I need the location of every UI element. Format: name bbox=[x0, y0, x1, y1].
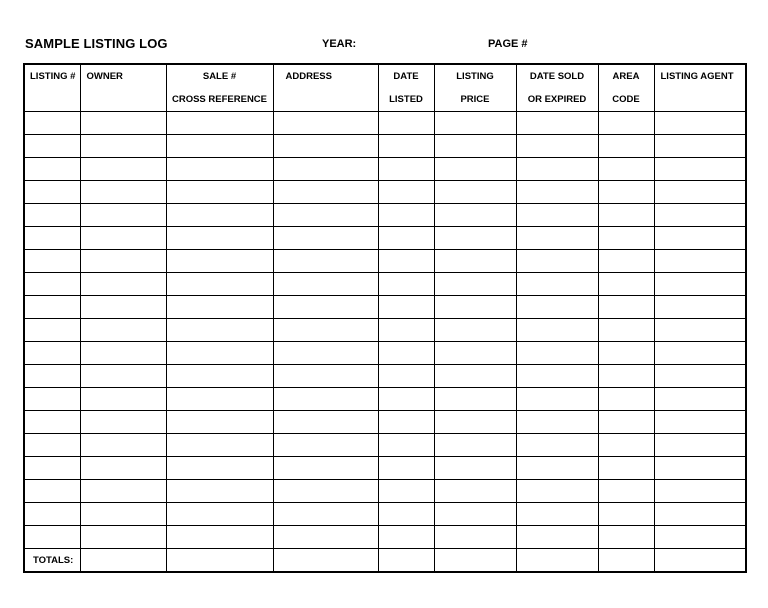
table-cell[interactable] bbox=[516, 365, 598, 388]
table-cell[interactable] bbox=[24, 480, 80, 503]
table-cell[interactable] bbox=[598, 135, 654, 158]
table-cell[interactable] bbox=[598, 411, 654, 434]
table-cell[interactable] bbox=[598, 434, 654, 457]
table-cell[interactable] bbox=[378, 480, 434, 503]
table-cell[interactable] bbox=[598, 158, 654, 181]
table-row bbox=[24, 411, 746, 434]
table-row bbox=[24, 457, 746, 480]
table-cell[interactable] bbox=[598, 457, 654, 480]
table-row bbox=[24, 503, 746, 526]
table-cell[interactable] bbox=[434, 365, 516, 388]
table-cell[interactable] bbox=[516, 296, 598, 319]
table-row bbox=[24, 434, 746, 457]
table-cell[interactable] bbox=[516, 480, 598, 503]
table-cell[interactable] bbox=[598, 480, 654, 503]
table-cell[interactable] bbox=[273, 296, 378, 319]
totals-cell[interactable] bbox=[273, 549, 378, 573]
table-cell[interactable] bbox=[273, 112, 378, 135]
table-cell[interactable] bbox=[378, 411, 434, 434]
table-cell[interactable] bbox=[378, 503, 434, 526]
table-cell[interactable] bbox=[378, 388, 434, 411]
table-cell[interactable] bbox=[654, 411, 746, 434]
table-cell[interactable] bbox=[166, 388, 273, 411]
table-cell[interactable] bbox=[24, 365, 80, 388]
table-cell[interactable] bbox=[80, 296, 166, 319]
column-header-address: ADDRESS bbox=[273, 64, 378, 112]
table-header-row bbox=[24, 64, 746, 112]
table-cell[interactable] bbox=[24, 342, 80, 365]
table-cell[interactable] bbox=[273, 342, 378, 365]
table-cell[interactable] bbox=[516, 388, 598, 411]
table-cell[interactable] bbox=[434, 296, 516, 319]
totals-row bbox=[24, 549, 746, 573]
table-cell[interactable] bbox=[434, 250, 516, 273]
table-row bbox=[24, 480, 746, 503]
table-cell[interactable] bbox=[434, 388, 516, 411]
table-cell[interactable] bbox=[434, 411, 516, 434]
table-cell[interactable] bbox=[434, 158, 516, 181]
table-cell[interactable] bbox=[598, 227, 654, 250]
table-cell[interactable] bbox=[24, 457, 80, 480]
table-cell[interactable] bbox=[273, 457, 378, 480]
table-cell[interactable] bbox=[166, 227, 273, 250]
table-cell[interactable] bbox=[273, 158, 378, 181]
table-cell[interactable] bbox=[273, 388, 378, 411]
table-cell[interactable] bbox=[24, 135, 80, 158]
table-cell[interactable] bbox=[434, 112, 516, 135]
table-body bbox=[24, 112, 746, 573]
table-cell[interactable] bbox=[273, 273, 378, 296]
table-cell[interactable] bbox=[516, 135, 598, 158]
table-cell[interactable] bbox=[166, 503, 273, 526]
table-cell[interactable] bbox=[273, 480, 378, 503]
table-cell[interactable] bbox=[434, 526, 516, 549]
table-cell[interactable] bbox=[516, 526, 598, 549]
totals-cell[interactable] bbox=[80, 549, 166, 573]
table-cell[interactable] bbox=[434, 503, 516, 526]
table-cell[interactable] bbox=[434, 480, 516, 503]
listing-log-table bbox=[23, 63, 747, 573]
table-cell[interactable] bbox=[80, 135, 166, 158]
table-cell[interactable] bbox=[80, 204, 166, 227]
table-row bbox=[24, 526, 746, 549]
table-cell[interactable] bbox=[378, 135, 434, 158]
table-row bbox=[24, 250, 746, 273]
table-cell[interactable] bbox=[166, 480, 273, 503]
table-cell[interactable] bbox=[80, 273, 166, 296]
table-cell[interactable] bbox=[654, 434, 746, 457]
column-header-listing-number: LISTING # bbox=[24, 64, 80, 112]
column-header-sale-cross-reference: SALE # CROSS REFERENCE bbox=[166, 64, 273, 112]
table-cell[interactable] bbox=[598, 388, 654, 411]
table-cell[interactable] bbox=[166, 342, 273, 365]
table-cell[interactable] bbox=[80, 503, 166, 526]
table-cell[interactable] bbox=[516, 204, 598, 227]
table-cell[interactable] bbox=[516, 273, 598, 296]
table-cell[interactable] bbox=[24, 204, 80, 227]
table-cell[interactable] bbox=[166, 526, 273, 549]
table-cell[interactable] bbox=[654, 526, 746, 549]
table-row bbox=[24, 319, 746, 342]
table-cell[interactable] bbox=[516, 411, 598, 434]
table-cell[interactable] bbox=[598, 503, 654, 526]
table-cell[interactable] bbox=[654, 158, 746, 181]
table-cell[interactable] bbox=[434, 204, 516, 227]
table-cell[interactable] bbox=[434, 273, 516, 296]
table-row bbox=[24, 135, 746, 158]
table-cell[interactable] bbox=[273, 365, 378, 388]
table-cell[interactable] bbox=[516, 319, 598, 342]
table-row bbox=[24, 181, 746, 204]
table-cell[interactable] bbox=[654, 135, 746, 158]
table-cell[interactable] bbox=[516, 250, 598, 273]
table-cell[interactable] bbox=[273, 181, 378, 204]
totals-cell[interactable] bbox=[166, 549, 273, 573]
table-cell[interactable] bbox=[24, 273, 80, 296]
table-cell[interactable] bbox=[24, 388, 80, 411]
column-header-listing-agent: LISTING AGENT bbox=[654, 64, 746, 112]
table-cell[interactable] bbox=[434, 135, 516, 158]
table-cell[interactable] bbox=[166, 434, 273, 457]
table-row bbox=[24, 112, 746, 135]
table-cell[interactable] bbox=[434, 457, 516, 480]
totals-cell[interactable] bbox=[654, 549, 746, 573]
table-cell[interactable] bbox=[598, 273, 654, 296]
table-cell[interactable] bbox=[654, 342, 746, 365]
table-cell[interactable] bbox=[80, 319, 166, 342]
table-cell[interactable] bbox=[378, 526, 434, 549]
table-cell[interactable] bbox=[654, 112, 746, 135]
table-cell[interactable] bbox=[80, 227, 166, 250]
table-cell[interactable] bbox=[80, 411, 166, 434]
table-cell[interactable] bbox=[166, 296, 273, 319]
table-cell[interactable] bbox=[598, 526, 654, 549]
table-cell[interactable] bbox=[24, 158, 80, 181]
table-cell[interactable] bbox=[378, 365, 434, 388]
table-cell[interactable] bbox=[598, 342, 654, 365]
table-row bbox=[24, 204, 746, 227]
table-cell[interactable] bbox=[378, 250, 434, 273]
table-cell[interactable] bbox=[516, 434, 598, 457]
table-row bbox=[24, 388, 746, 411]
column-header-owner: OWNER bbox=[80, 64, 166, 112]
table-cell[interactable] bbox=[24, 181, 80, 204]
table-cell[interactable] bbox=[80, 480, 166, 503]
table-cell[interactable] bbox=[273, 319, 378, 342]
table-cell[interactable] bbox=[654, 296, 746, 319]
table-cell[interactable] bbox=[516, 227, 598, 250]
table-cell[interactable] bbox=[654, 204, 746, 227]
table-cell[interactable] bbox=[434, 319, 516, 342]
page-number-label: PAGE # bbox=[488, 38, 528, 50]
table-cell[interactable] bbox=[80, 158, 166, 181]
table-cell[interactable] bbox=[654, 319, 746, 342]
table-cell[interactable] bbox=[654, 388, 746, 411]
table-cell[interactable] bbox=[273, 526, 378, 549]
table-cell[interactable] bbox=[378, 112, 434, 135]
table-cell[interactable] bbox=[166, 158, 273, 181]
table-cell[interactable] bbox=[80, 365, 166, 388]
table-cell[interactable] bbox=[80, 112, 166, 135]
table-cell[interactable] bbox=[24, 227, 80, 250]
table-cell[interactable] bbox=[378, 434, 434, 457]
table-cell[interactable] bbox=[654, 181, 746, 204]
table-cell[interactable] bbox=[166, 135, 273, 158]
column-header-date-listed: DATE LISTED bbox=[378, 64, 434, 112]
table-cell[interactable] bbox=[80, 388, 166, 411]
totals-label: TOTALS: bbox=[24, 549, 80, 573]
table-cell[interactable] bbox=[378, 342, 434, 365]
table-cell[interactable] bbox=[654, 227, 746, 250]
table-cell[interactable] bbox=[654, 250, 746, 273]
table-cell[interactable] bbox=[24, 296, 80, 319]
table-cell[interactable] bbox=[516, 158, 598, 181]
table-cell[interactable] bbox=[166, 457, 273, 480]
table-cell[interactable] bbox=[434, 227, 516, 250]
page-title: SAMPLE LISTING LOG bbox=[25, 36, 168, 51]
table-cell[interactable] bbox=[378, 227, 434, 250]
table-row bbox=[24, 342, 746, 365]
table-cell[interactable] bbox=[80, 526, 166, 549]
table-cell[interactable] bbox=[80, 342, 166, 365]
column-header-date-sold-or-expired: DATE SOLD OR EXPIRED bbox=[516, 64, 598, 112]
table-cell[interactable] bbox=[273, 227, 378, 250]
table-cell[interactable] bbox=[378, 457, 434, 480]
table-cell[interactable] bbox=[654, 480, 746, 503]
table-cell[interactable] bbox=[80, 181, 166, 204]
table-cell[interactable] bbox=[24, 526, 80, 549]
table-cell[interactable] bbox=[598, 112, 654, 135]
table-cell[interactable] bbox=[24, 503, 80, 526]
table-cell[interactable] bbox=[516, 503, 598, 526]
table-cell[interactable] bbox=[654, 273, 746, 296]
table-cell[interactable] bbox=[273, 411, 378, 434]
table-cell[interactable] bbox=[378, 181, 434, 204]
table-row bbox=[24, 227, 746, 250]
table-cell[interactable] bbox=[434, 181, 516, 204]
table-cell[interactable] bbox=[598, 250, 654, 273]
table-cell[interactable] bbox=[24, 434, 80, 457]
table-cell[interactable] bbox=[166, 411, 273, 434]
totals-cell[interactable] bbox=[378, 549, 434, 573]
table-cell[interactable] bbox=[166, 250, 273, 273]
table-cell[interactable] bbox=[516, 112, 598, 135]
table-cell[interactable] bbox=[166, 112, 273, 135]
table-cell[interactable] bbox=[378, 158, 434, 181]
table-row bbox=[24, 273, 746, 296]
table-cell[interactable] bbox=[80, 434, 166, 457]
table-cell[interactable] bbox=[166, 204, 273, 227]
table-cell[interactable] bbox=[378, 319, 434, 342]
table-cell[interactable] bbox=[273, 503, 378, 526]
table-cell[interactable] bbox=[24, 319, 80, 342]
column-header-listing-price: LISTING PRICE bbox=[434, 64, 516, 112]
table-cell[interactable] bbox=[273, 434, 378, 457]
table-cell[interactable] bbox=[598, 296, 654, 319]
year-label: YEAR: bbox=[322, 38, 357, 50]
table-cell[interactable] bbox=[166, 319, 273, 342]
table-cell[interactable] bbox=[166, 273, 273, 296]
table-cell[interactable] bbox=[80, 250, 166, 273]
table-cell[interactable] bbox=[24, 411, 80, 434]
table-cell[interactable] bbox=[598, 319, 654, 342]
table-cell[interactable] bbox=[24, 250, 80, 273]
table-cell[interactable] bbox=[378, 273, 434, 296]
table-row bbox=[24, 296, 746, 319]
table-cell[interactable] bbox=[516, 457, 598, 480]
table-cell[interactable] bbox=[166, 181, 273, 204]
table-cell[interactable] bbox=[598, 365, 654, 388]
column-header-area-code: AREA CODE bbox=[598, 64, 654, 112]
table-cell[interactable] bbox=[434, 434, 516, 457]
table-cell[interactable] bbox=[654, 457, 746, 480]
table-cell[interactable] bbox=[598, 181, 654, 204]
table-row bbox=[24, 365, 746, 388]
table-row bbox=[24, 158, 746, 181]
table-cell[interactable] bbox=[378, 204, 434, 227]
table-cell[interactable] bbox=[434, 342, 516, 365]
totals-cell[interactable] bbox=[516, 549, 598, 573]
table-cell[interactable] bbox=[516, 181, 598, 204]
table-cell[interactable] bbox=[516, 342, 598, 365]
table-cell[interactable] bbox=[24, 112, 80, 135]
table-cell[interactable] bbox=[598, 204, 654, 227]
table-cell[interactable] bbox=[378, 296, 434, 319]
table-cell[interactable] bbox=[654, 503, 746, 526]
table-cell[interactable] bbox=[80, 457, 166, 480]
table-cell[interactable] bbox=[166, 365, 273, 388]
table-cell[interactable] bbox=[654, 365, 746, 388]
table-cell[interactable] bbox=[273, 135, 378, 158]
table-cell[interactable] bbox=[273, 204, 378, 227]
totals-cell[interactable] bbox=[434, 549, 516, 573]
totals-cell[interactable] bbox=[598, 549, 654, 573]
table-cell[interactable] bbox=[273, 250, 378, 273]
